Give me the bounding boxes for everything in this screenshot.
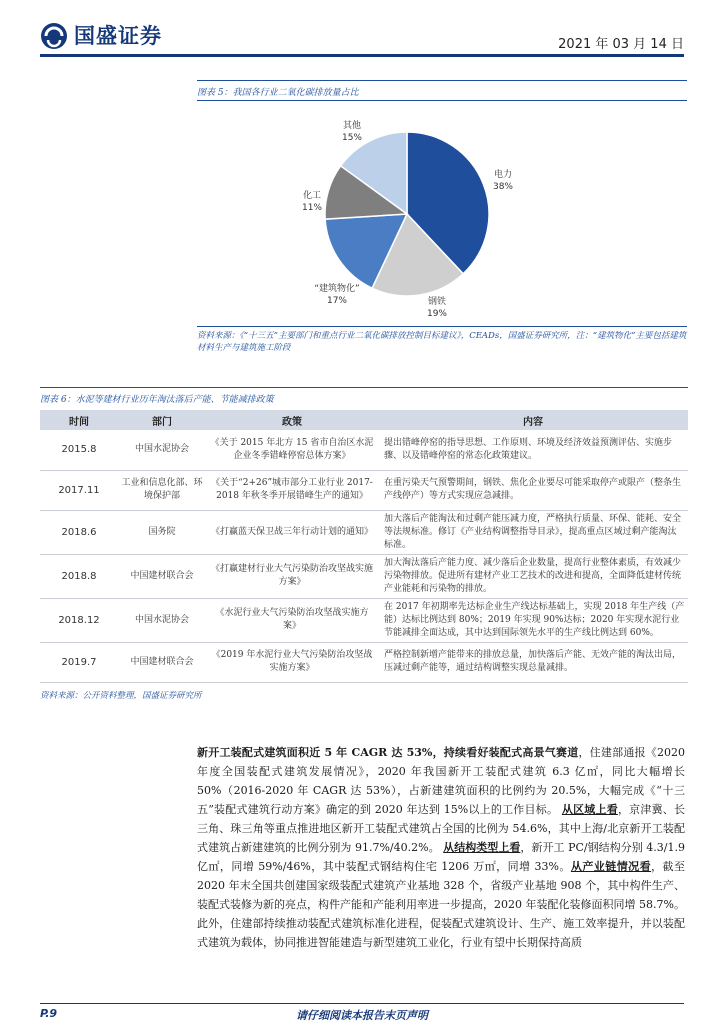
body-text-3: ，新开工 PC/钢结构分别 4.3/1.9 亿㎡，同增 59%/46%，其中装配式钢结构住宅 1206 万㎡，同增 33%。 <box>197 841 686 873</box>
body-lead-2: 从区域上看 <box>561 803 618 816</box>
footer-divider <box>40 1003 684 1004</box>
row-department: 中国建材联合会 <box>118 642 206 682</box>
body-paragraph <box>197 743 685 952</box>
figure5-bottom-rule <box>197 326 687 327</box>
row-content: 在 2017 年初期率先达标企业生产线达标基础上，实现 2018 年生产线（产能）达标比例达到 80%；2019 年实现 90%达标；2020 年实现水泥行业节能减排全面达成，其中达到国际领先水平的生产线比例达到 60%。 <box>378 598 688 642</box>
column-header-department: 部门 <box>118 410 206 430</box>
company-logo-icon <box>40 22 68 50</box>
column-header-content: 内容 <box>378 410 688 430</box>
row-content: 加大淘汰落后产能力度、减少落后企业数量，提高行业整体素质，有效减少污染物排放。促进所有建材产业工艺技术的改进和提高，全面降低建材传统产业能耗和污染物的排放。 <box>378 554 688 598</box>
column-header-time: 时间 <box>40 410 118 430</box>
figure6-top-rule <box>40 387 688 388</box>
pie-label-value: 38% <box>492 182 514 192</box>
row-time: 2018.6 <box>40 510 118 554</box>
pie-label-value: 15% <box>341 133 363 143</box>
figure5-title-rule <box>197 100 687 101</box>
row-time: 2019.7 <box>40 642 118 682</box>
pie-label-name: 钢铁 <box>427 297 447 307</box>
pie-label-name: “建筑物化” <box>314 284 360 294</box>
row-content: 严格控制新增产能带来的排放总量，加快落后产能、无效产能的淘汰出局，压减过剩产能等，通过结构调整实现总量减排。 <box>378 642 688 682</box>
table-row <box>40 598 688 642</box>
row-policy: 《2019 年水泥行业大气污染防治攻坚战实施方案》 <box>206 642 378 682</box>
row-department: 中国水泥协会 <box>118 430 206 470</box>
co2-share-pie-chart <box>197 104 687 326</box>
pie-label-value: 19% <box>426 309 448 319</box>
body-text-4: ，截至 2020 年末全国共创建国家级装配式建筑产业基地 328 个，省级产业基地 908 个，其中构件生产、装配式装修为新的亮点，构件产能和产能利用率进一步提高，2020 年装配化装修面积同增 58.7%。此外，住建部持续推动装配式建筑标准化进程，促装配式建筑设计、生产、施工效率提升，并以装配式建筑为载体，协同推进智能建造与新型建筑工业化，行业有望中长期保持高质 <box>197 860 686 949</box>
row-time: 2015.8 <box>40 430 118 470</box>
policy-table-header <box>40 410 688 430</box>
row-content: 提出错峰停窑的指导思想、工作原则、环境及经济效益预测评估、实施步骤、以及错峰停窑的常态化政策建议。 <box>378 430 688 470</box>
pie-label-name: 化工 <box>302 191 322 201</box>
figure6-source: 资料来源：公开资料整理，国盛证券研究所 <box>40 691 202 701</box>
figure5-source: 资料来源：《“十三五”主要部门和重点行业二氧化碳排放控制目标建议》，CEADs，国盛证券研究所，注：“建筑物化”主要包括建筑材料生产与建筑施工阶段 <box>197 331 687 353</box>
row-time: 2018.12 <box>40 598 118 642</box>
figure6-title: 图表 6：水泥等建材行业历年淘汰落后产能、节能减排政策 <box>40 395 274 405</box>
body-text-1: ，住建部通报《2020 年度全国装配式建筑发展情况》，2020 年我国新开工装配式建筑 6.3 亿㎡，同比大幅增长 50%（2016-2020 年 CAGR 达 53%），占新建建筑面积的比例约为 20.5%，大幅完成《“十三五”装配式建筑行动方案》确定的到 2020 年达到 15%以上的工作目标。 <box>197 746 685 816</box>
figure5-top-rule <box>197 80 687 81</box>
row-time: 2017.11 <box>40 470 118 510</box>
row-department: 国务院 <box>118 510 206 554</box>
table-row <box>40 510 688 554</box>
row-policy: 《打赢建材行业大气污染防治攻坚战实施方案》 <box>206 554 378 598</box>
row-department: 工业和信息化部、环境保护部 <box>118 470 206 510</box>
table-row <box>40 430 688 470</box>
page-number: P.9 <box>40 1007 58 1020</box>
pie-label-name: 电力 <box>493 170 513 180</box>
row-policy: 《打赢蓝天保卫战三年行动计划的通知》 <box>206 510 378 554</box>
row-content: 加大落后产能淘汰和过剩产能压减力度，严格执行质量、环保、能耗、安全等法规标准。修订《产业结构调整指导目录》，提高重点区域过剩产能淘汰标准。 <box>378 510 688 554</box>
column-header-policy: 政策 <box>206 410 378 430</box>
table-row <box>40 470 688 510</box>
row-time: 2018.8 <box>40 554 118 598</box>
body-lead-1: 新开工装配式建筑面积近 5 年 CAGR 达 53%，持续看好装配式高景气赛道 <box>197 746 579 759</box>
body-lead-4: 从产业链情况看 <box>570 860 652 873</box>
row-department: 中国建材联合会 <box>118 554 206 598</box>
pie-label-name: 其他 <box>342 121 362 131</box>
table-row <box>40 554 688 598</box>
report-date: 2021 年 03 月 14 日 <box>558 37 684 52</box>
footer-disclaimer: 请仔细阅读本报告末页声明 <box>296 1009 428 1022</box>
row-policy: 《关于“2+26”城市部分工业行业 2017-2018 年秋冬季开展错峰生产的通知》 <box>206 470 378 510</box>
row-content: 在重污染天气预警期间，钢铁、焦化企业要尽可能采取停产或限产（整条生产线停产）等方式实现应急减排。 <box>378 470 688 510</box>
header-divider <box>40 54 684 57</box>
pie-label-value: 11% <box>301 203 323 213</box>
company-logo-text: 国盛证券 <box>74 24 162 48</box>
body-text-2: ，京津冀、长三角、珠三角等重点推进地区新开工装配式建筑占全国的比例为 54.6%，其中上海/北京新开工装配式建筑占新建建筑的比例分别为 91.7%/40.2%。 <box>197 803 686 854</box>
row-policy: 《关于 2015 年北方 15 省市自治区水泥企业冬季错峰停窑总体方案》 <box>206 430 378 470</box>
policy-table <box>40 410 688 683</box>
body-lead-3: 从结构类型上看 <box>443 841 521 854</box>
figure5-title: 图表 5：我国各行业二氧化碳排放量占比 <box>197 88 359 98</box>
row-policy: 《水泥行业大气污染防治攻坚战实施方案》 <box>206 598 378 642</box>
pie-label-value: 17% <box>326 296 348 306</box>
row-department: 中国水泥协会 <box>118 598 206 642</box>
table-row <box>40 642 688 682</box>
